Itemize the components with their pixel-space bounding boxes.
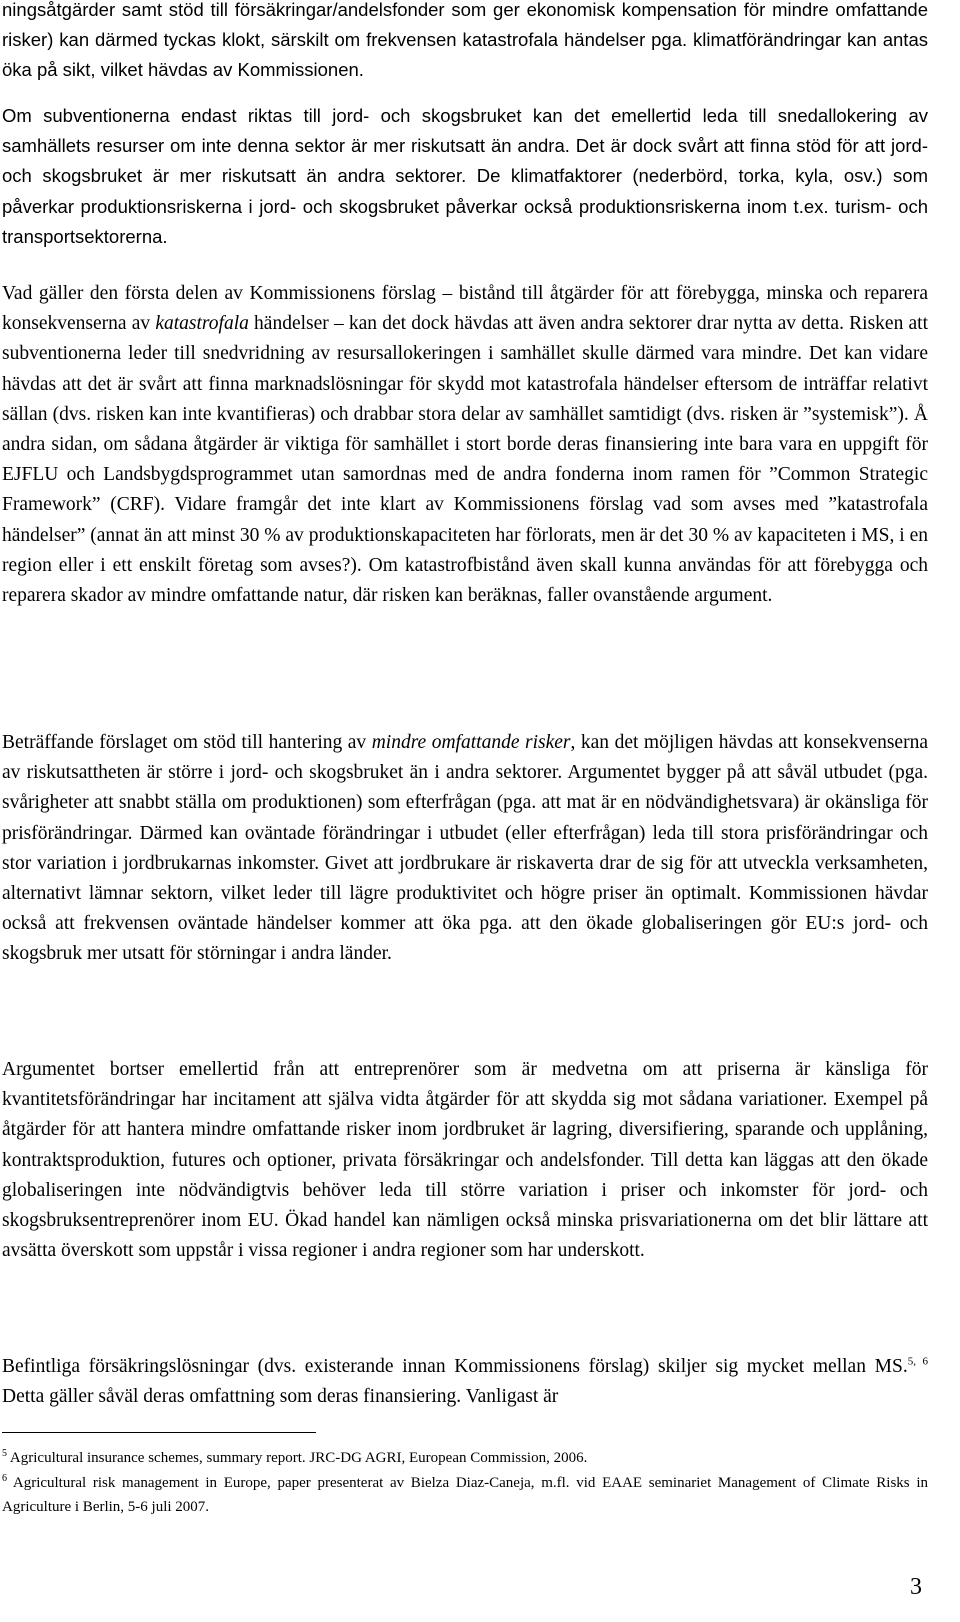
paragraph-3-text-a: Vad gäller den första delen av Kommissionens förslag – bistånd till åtgärder för att förebygga, minska och reparera konsekvenserna av (2, 283, 928, 335)
paragraph-4 (2, 728, 928, 970)
paragraph-5: Argumentet bortser emellertid från att entreprenörer som är medvetna om att priserna är känsliga för kvantitetsförändringar har incitament att själva vidta åtgärder för att skydda sig mot sådana variationer. Exempel på åtgärder för att hantera mindre omfattande risker inom jordbruket är lagring, diversifiering, sparande och upplåning, kontraktsproduktion, futures och optioner, privata försäkringar och andelsfonder. Till detta kan läggas att den ökade globaliseringen inte nödvändigtvis behöver leda till större variation i priser och inkomster för jord- och skogsbruksentreprenörer inom EU. Ökad handel kan nämligen också minska prisvariationerna om det blir lättare att avsätta överskott som uppstår i vissa regioner i andra regioner som har underskott. (2, 1059, 928, 1262)
paragraph-3 (2, 279, 928, 611)
paragraph-4-text-a: Beträffande förslaget om stöd till hantering av (2, 732, 372, 753)
footnote-number: 6 (2, 1472, 7, 1484)
paragraph-6-text-b: Detta gäller såväl deras omfattning som deras finansiering. Vanligast är (2, 1386, 559, 1408)
paragraph-6-text-a: Befintliga försäkringslösningar (dvs. existerande innan Kommissionens förslag) skiljer sig mycket mellan MS. (2, 1356, 908, 1377)
footnote-reference[interactable]: 5, 6 (907, 1355, 929, 1368)
footnote-number: 5 (2, 1448, 7, 1459)
paragraph-4-text-b: , kan det möjligen hävdas att konsekvenserna av riskutsattheten är större i jord- och skogsbruket än i andra sektorer. Argumentet bygger på att såväl utbudet (pga. svårigheter att snabbt ställa om produktionen) som efterfrågan (pga. att mat är en nödvändighetsvara) är okänsliga för prisförändringar. Därmed kan oväntade förändringar i utbudet (eller efterfrågan) leda till stora prisförändringar och stor variation i jordbrukarnas inkomster. Givet att jordbrukare är riskaverta drar de sig för att utveckla verksamheten, alternativt lämnar sektorn, vilket leder till lägre produktivitet och högre priser än optimalt. Kommissionen hävdar också att frekvensen oväntade händelser kommer att öka pga. att den ökade globaliseringen gör EU:s jord- och skogsbruk mer utsatt för störningar i andra länder. (2, 732, 928, 965)
paragraph-2: Om subventionerna endast riktas till jord- och skogsbruket kan det emellertid leda till snedallokering av samhällets resurser om inte denna sektor är mer riskutsatt än andra. Det är dock svårt att finna stöd för att jord- och skogsbruket är mer riskutsatt än andra sektorer. De klimatfaktorer (nederbörd, torka, kyla, osv.) som påverkar produktionsriskerna i jord- och skogsbruket påverkar också produktionsriskerna inom t.ex. turism- och transportsektorerna. (2, 105, 928, 247)
footnote-5 (2, 1446, 928, 1471)
footnote-separator (2, 1432, 316, 1433)
footnote-6 (2, 1471, 928, 1520)
paragraph-3-text-b: händelser – kan det dock hävdas att även andra sektorer drar nytta av detta. Risken att subventionerna leder till snedvridning av resursallokeringen i samhället skulle därmed vara mindre. Det kan vidare hävdas att det är svårt att finna marknadslösningar för skydd mot katastrofala händelser eftersom de inträffar relativt sällan (dvs. risken kan inte kvantifieras) och drabbar stora delar av samhället samtidigt (dvs. risken är ”systemisk”). Å andra sidan, om sådana åtgärder är viktiga för samhället i stort borde deras finansiering inte bara vara en uppgift för EJFLU och Landsbygdsprogrammet utan samordnas med de andra fonderna inom ramen för ”Common Strategic Framework” (CRF). Vidare framgår det inte klart av Kommissionens förslag vad som avses med ”katastrofala händelser” (annat än att minst 30 % av produktionskapaciteten har förlorats, men är det 30 % av kapaciteten i MS, i en region eller i ett enskilt företag som avses?). Om katastrofbistånd även skall kunna användas för att förebygga och reparera skador av mindre omfattande natur, där risken kan beräknas, faller ovanstående argument. (2, 313, 928, 607)
paragraph-1: ningsåtgärder samt stöd till försäkringar/andelsfonder som ger ekonomisk kompensation för mindre omfattande risker) kan därmed tyckas klokt, särskilt om frekvensen katastrofala händelser pga. klimatförändringar kan antas öka på sikt, vilket hävdas av Kommissionen. (2, 0, 928, 81)
footnote-text: Agricultural risk management in Europe, paper presenterat av Bielza Diaz-Caneja, m.fl. vid EAAE seminariet Management of Climate Risks in Agriculture i Berlin, 5-6 juli 2007. (2, 1474, 928, 1515)
page-number: 3 (910, 1574, 922, 1600)
footnotes (2, 1446, 928, 1520)
footnote-text: Agricultural insurance schemes, summary report. JRC-DG AGRI, European Commission, 2006. (7, 1450, 588, 1466)
paragraph-3-emphasis: katastrofala (155, 313, 249, 335)
paragraph-6 (2, 1352, 928, 1412)
paragraph-4-emphasis: mindre omfattande risker (371, 732, 571, 753)
